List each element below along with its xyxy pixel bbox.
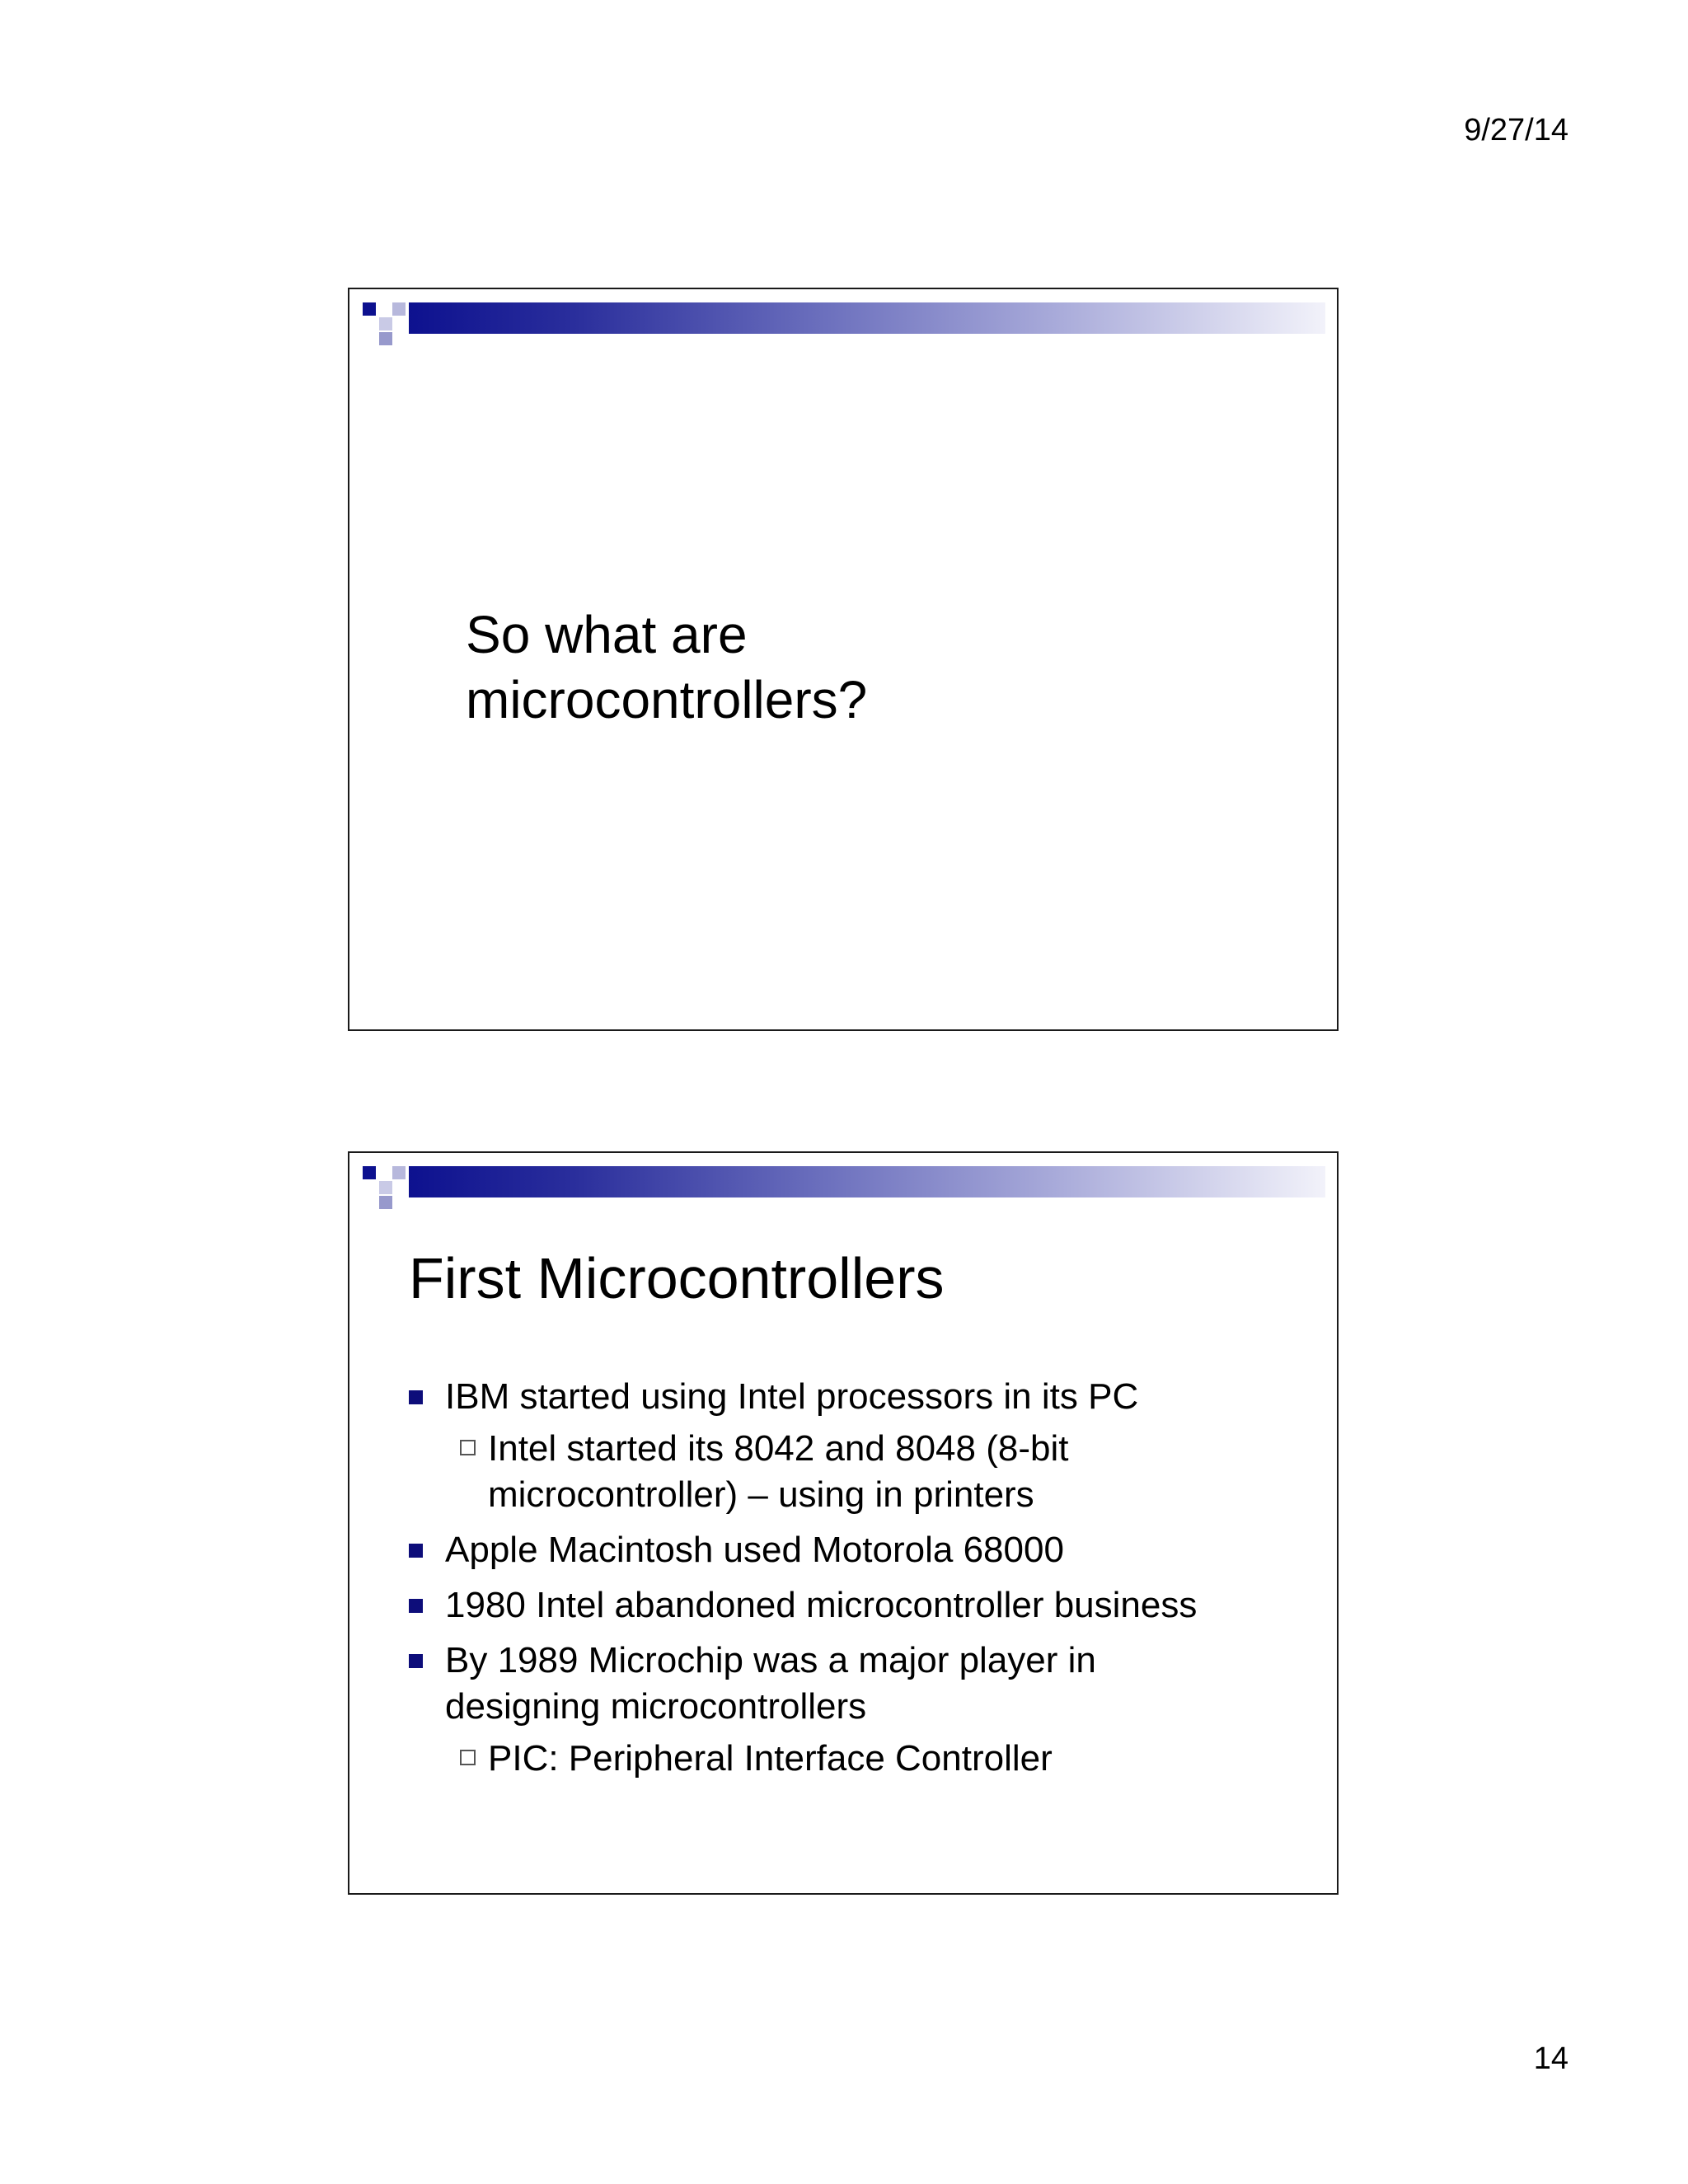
bullet-item bbox=[409, 1582, 1315, 1629]
sub-bullet-item bbox=[445, 1426, 1114, 1518]
slide-first-microcontrollers bbox=[348, 1151, 1339, 1895]
header-pixel-square bbox=[363, 1166, 376, 1179]
square-bullet-icon bbox=[409, 1599, 423, 1613]
bullet-item bbox=[409, 1527, 1315, 1573]
square-bullet-icon bbox=[409, 1544, 423, 1558]
sub-bullet-item bbox=[445, 1736, 1187, 1782]
header-pixel-square bbox=[379, 1196, 392, 1209]
bullet-text: Apple Macintosh used Motorola 68000 bbox=[445, 1530, 1064, 1570]
header-gradient-bar bbox=[409, 302, 1325, 334]
header-pixel-square bbox=[363, 302, 376, 316]
page-date: 9/27/14 bbox=[1464, 113, 1568, 148]
hollow-square-bullet-icon bbox=[460, 1750, 476, 1765]
section-title: So what are microcontrollers? bbox=[466, 605, 868, 729]
bullet-list bbox=[409, 1374, 1315, 1791]
slide-title: First Microcontrollers bbox=[409, 1246, 945, 1310]
square-bullet-icon bbox=[409, 1390, 423, 1404]
header-gradient-bar bbox=[409, 1166, 1325, 1197]
header-pixel-square bbox=[392, 302, 406, 316]
sub-bullet-list bbox=[445, 1736, 1187, 1782]
header-pixel-square bbox=[379, 317, 392, 330]
header-pixel-square bbox=[392, 1166, 406, 1179]
bullet-item bbox=[409, 1638, 1187, 1782]
header-pixel-square bbox=[379, 332, 392, 345]
header-pixel-square bbox=[379, 1181, 392, 1194]
sub-bullet-text: Intel started its 8042 and 8048 (8-bit microcontroller) – using in printers bbox=[488, 1428, 1069, 1515]
sub-bullet-list bbox=[445, 1426, 1315, 1518]
square-bullet-icon bbox=[409, 1654, 423, 1668]
bullet-text: 1980 Intel abandoned microcontroller business bbox=[445, 1585, 1198, 1625]
sub-bullet-text: PIC: Peripheral Interface Controller bbox=[488, 1738, 1053, 1779]
bullet-text: By 1989 Microchip was a major player in designing microcontrollers bbox=[445, 1640, 1096, 1727]
slide-section-header bbox=[348, 288, 1339, 1031]
page-number: 14 bbox=[1533, 2041, 1568, 2076]
bullet-item bbox=[409, 1374, 1315, 1518]
hollow-square-bullet-icon bbox=[460, 1440, 476, 1455]
bullet-text: IBM started using Intel processors in its PC bbox=[445, 1376, 1139, 1417]
